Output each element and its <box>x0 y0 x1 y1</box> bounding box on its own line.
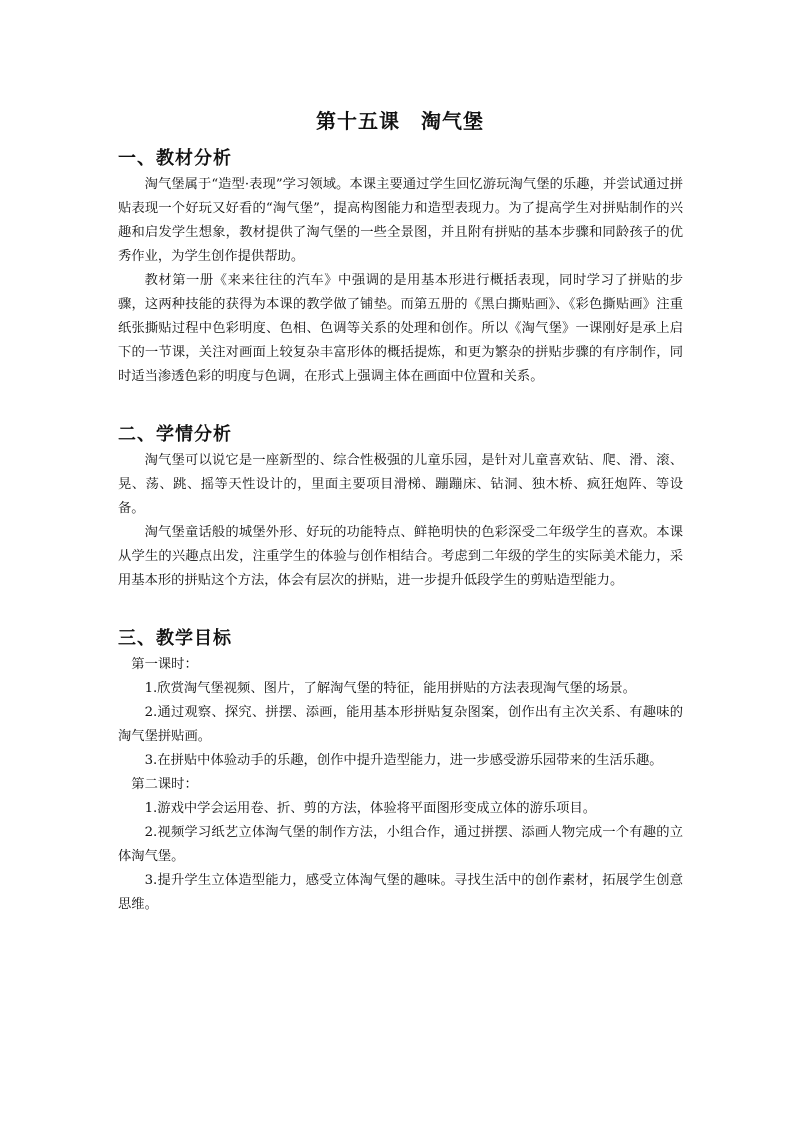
section-learner-analysis <box>118 421 683 593</box>
objective-item: 1.游戏中学会运用卷、折、剪的方法，体验将平面图形变成立体的游乐项目。 <box>144 801 597 816</box>
objective-item: 3.在拼贴中体验动手的乐趣，创作中提升造型能力，进一步感受游乐园带来的生活乐趣。 <box>144 753 663 768</box>
objective-item: 1.欣赏淘气堡视频、图片，了解淘气堡的特征，能用拼贴的方法表现淘气堡的场景。 <box>144 681 636 696</box>
section-textbook-analysis <box>118 145 683 389</box>
section-teaching-objectives <box>118 625 683 917</box>
paragraph: 淘气堡童话般的城堡外形、好玩的功能特点、鲜艳明快的色彩深受二年级学生的喜欢。本课从学生的兴趣点出发，注重学生的体验与创作相结合。考虑到二年级的学生的实际美术能力，采用基本形的拼贴这个方法，体会有层次的拼贴，进一步提升低段学生的剪贴造型能力。 <box>118 525 683 588</box>
lesson-label: 第二课时： <box>131 777 198 792</box>
paragraph: 淘气堡可以说它是一座新型的、综合性极强的儿童乐园，是针对儿童喜欢钻、爬、滑、滚、晃、荡、跳、摇等天性设计的，里面主要项目滑梯、蹦蹦床、钻洞、独木桥、疯狂炮阵、等设备。 <box>118 453 683 516</box>
page-title: 第十五课 淘气堡 <box>316 109 484 133</box>
objective-item: 2.通过观察、探究、拼摆、添画，能用基本形拼贴复杂图案，创作出有主次关系、有趣味的淘气堡拼贴画。 <box>118 705 683 744</box>
section-heading: 二、学情分析 <box>118 424 232 445</box>
section-heading: 三、教学目标 <box>118 628 232 649</box>
paragraph: 淘气堡属于“造型·表现”学习领域。本课主要通过学生回忆游玩淘气堡的乐趣，并尝试通过拼贴表现一个好玩又好看的“淘气堡”，提高构图能力和造型表现力。为了提高学生对拼贴制作的兴趣和启发学生想象，教材提供了淘气堡的一些全景图，并且附有拼贴的基本步骤和同龄孩子的优秀作业，为学生创作提供帮助。 <box>118 177 683 264</box>
section-heading: 一、教材分析 <box>118 148 232 169</box>
document-body <box>118 145 683 917</box>
objective-item: 3.提升学生立体造型能力，感受立体淘气堡的趣味。寻找生活中的创作素材，拓展学生创意思维。 <box>118 873 683 912</box>
paragraph: 教材第一册《来来往往的汽车》中强调的是用基本形进行概括表现，同时学习了拼贴的步骤，这两种技能的获得为本课的教学做了铺垫。而第五册的《黑白撕贴画》、《彩色撕贴画》注重纸张撕贴过程中色彩明度、色相、色调等关系的处理和创作。所以《淘气堡》一课刚好是承上启下的一节课，关注对画面上较复杂丰富形体的概括提炼，和更为繁杂的拼贴步骤的有序制作，同时适当渗透色彩的明度与色调，在形式上强调主体在画面中位置和关系。 <box>118 273 683 384</box>
objective-item: 2.视频学习纸艺立体淘气堡的制作方法，小组合作，通过拼摆、添画人物完成一个有趣的立体淘气堡。 <box>118 825 683 864</box>
lesson-label: 第一课时： <box>131 657 198 672</box>
